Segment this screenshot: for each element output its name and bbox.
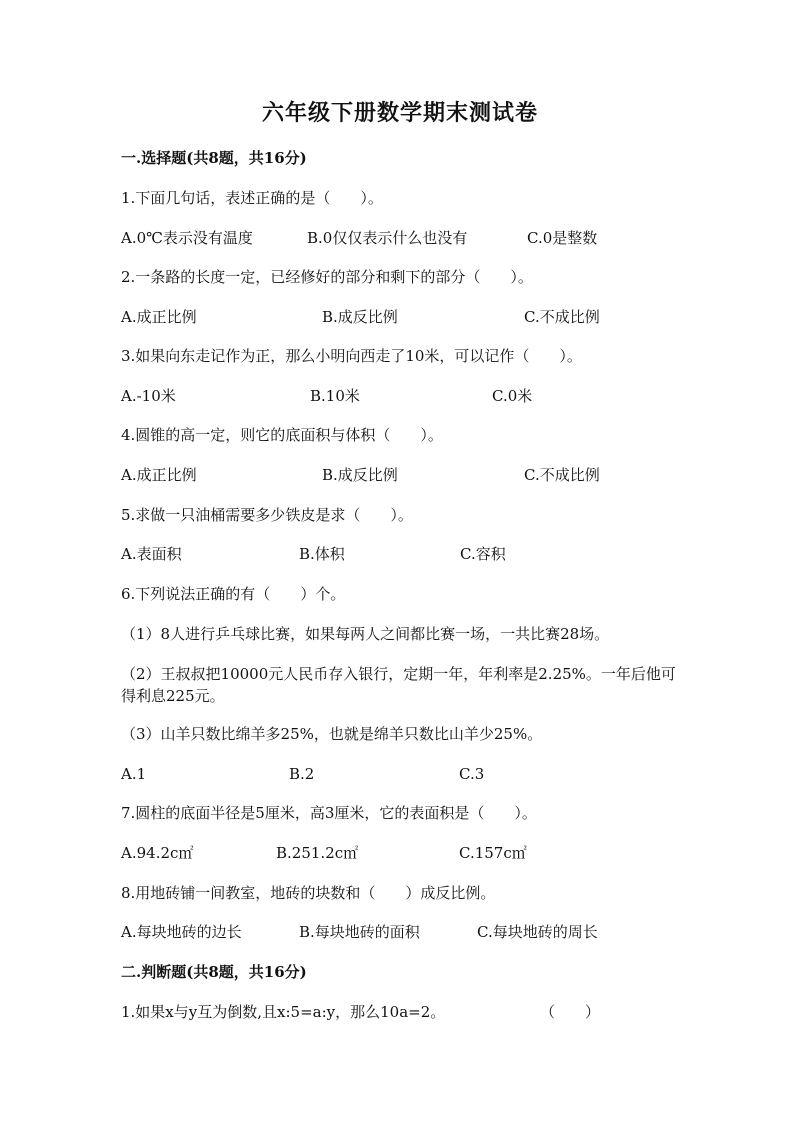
- page-title: 六年级下册数学期末测试卷: [261, 100, 538, 126]
- option-1a: A.0℃表示没有温度: [121, 229, 253, 247]
- option-2c: C.不成比例: [524, 308, 600, 326]
- option-4a: A.成正比例: [121, 466, 197, 484]
- option-5a: A.表面积: [121, 545, 182, 563]
- option-2a: A.成正比例: [121, 308, 197, 326]
- option-6c: C.3: [459, 765, 485, 783]
- option-2b: B.成反比例: [322, 308, 398, 326]
- statement-6-3: （3）山羊只数比绵羊多25%，也就是绵羊只数比山羊少25%。: [121, 725, 543, 743]
- option-3b: B.10米: [310, 387, 360, 405]
- option-4c: C.不成比例: [524, 466, 600, 484]
- question-1: 1.下面几句话，表述正确的是（ ）。: [121, 189, 383, 207]
- option-6b: B.2: [289, 765, 315, 783]
- option-8c: C.每块地砖的周长: [477, 923, 598, 941]
- option-7c: C.157c㎡: [459, 844, 527, 862]
- statement-6-2: （2）王叔叔把10000元人民币存入银行，定期一年，年利率是2.25%。一年后他可得利息225元。: [121, 665, 676, 705]
- question-6: 6.下列说法正确的有（ ）个。: [121, 585, 346, 603]
- option-7a: A.94.2c㎡: [121, 844, 194, 862]
- option-5b: B.体积: [299, 545, 345, 563]
- question-3: 3.如果向东走记作为正，那么小明向西走了10米，可以记作（ ）。: [121, 347, 582, 365]
- question-2: 2.一条路的长度一定，已经修好的部分和剩下的部分（ ）。: [121, 268, 533, 286]
- option-5c: C.容积: [460, 545, 506, 563]
- question-4: 4.圆锥的高一定，则它的底面积与体积（ ）。: [121, 426, 443, 444]
- option-7b: B.251.2c㎡: [276, 844, 359, 862]
- statement-6-1: （1）8人进行乒乓球比赛，如果每两人之间都比赛一场，一共比赛28场。: [121, 625, 610, 643]
- section-heading-judgement: 二.判断题(共8题，共16分): [121, 963, 307, 981]
- option-1b: B.0仅仅表示什么也没有: [307, 229, 468, 247]
- question-7: 7.圆柱的底面半径是5厘米，高3厘米，它的表面积是（ ）。: [121, 804, 537, 822]
- section-heading-choice: 一.选择题(共8题，共16分): [121, 149, 307, 167]
- question-5: 5.求做一只油桶需要多少铁皮是求（ ）。: [121, 506, 413, 524]
- judgement-question-1: 1.如果x与y互为倒数,且x:5=a:y，那么10a=2。: [121, 1003, 446, 1021]
- answer-blank-1[interactable]: （ ）: [540, 1003, 601, 1021]
- option-3c: C.0米: [492, 387, 533, 405]
- option-3a: A.-10米: [121, 387, 176, 405]
- option-4b: B.成反比例: [322, 466, 398, 484]
- option-6a: A.1: [121, 765, 147, 783]
- question-8: 8.用地砖铺一间教室，地砖的块数和（ ）成反比例。: [121, 884, 496, 902]
- option-1c: C.0是整数: [527, 229, 598, 247]
- option-8b: B.每块地砖的面积: [299, 923, 420, 941]
- option-8a: A.每块地砖的边长: [121, 923, 242, 941]
